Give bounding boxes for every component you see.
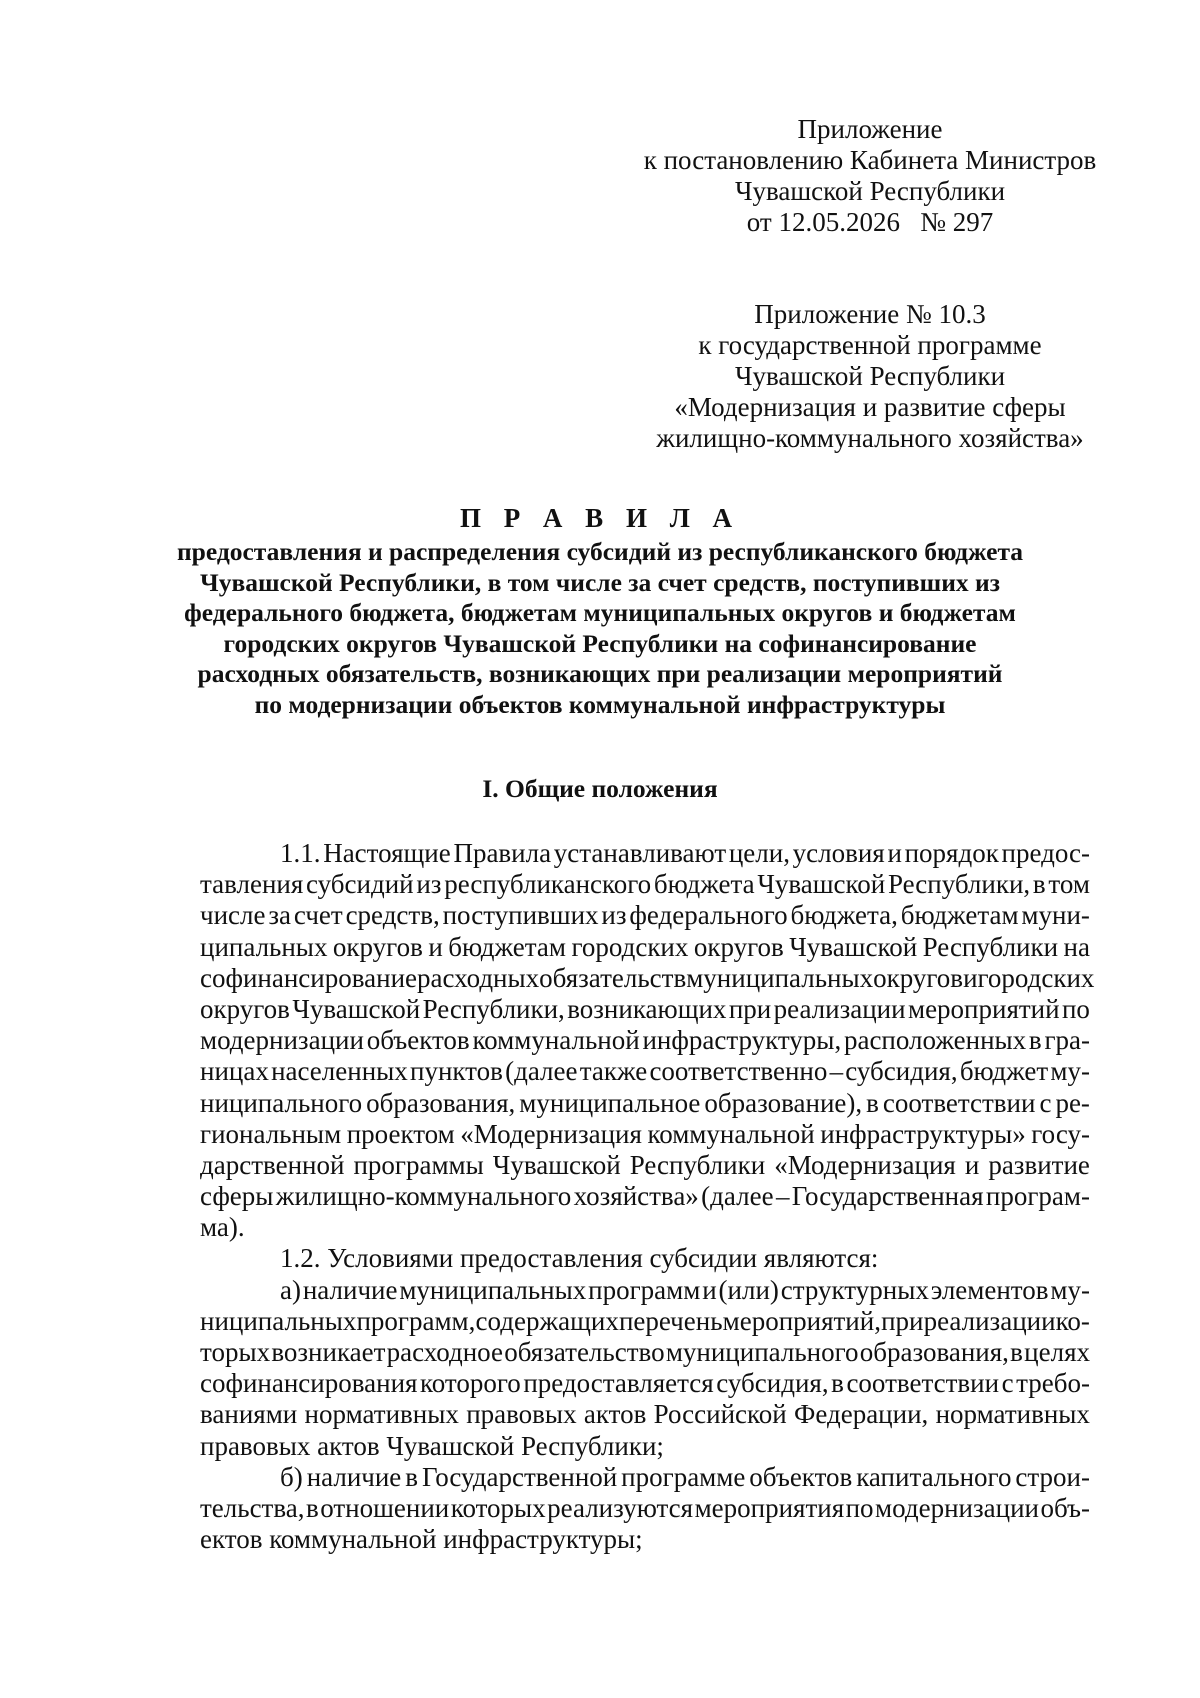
body-word: которого [420,1368,521,1399]
section-heading: I. Общие положения [482,774,718,803]
body-line [200,1119,1090,1150]
body-word: городских [571,931,689,962]
body-word: реализуются [547,1492,694,1523]
body-word: бюджетам [448,931,566,962]
body-word: в [1028,1025,1042,1056]
body-word: населенных [271,1056,408,1087]
body-line [200,1150,1090,1181]
body-text [200,838,1095,1555]
body-word: отношении [320,1492,450,1523]
body-word: тельства, [200,1492,305,1523]
body-word: объектов [749,1461,853,1492]
body-word: капитального [856,1461,1012,1492]
body-line [200,1431,1090,1462]
appendix-header-resolution [630,114,1110,238]
body-word: 1.1. [280,838,321,868]
body-line [200,1337,1090,1368]
body-word: тавления [200,869,304,900]
body-word: ваниями [200,1399,298,1430]
body-word: округов [332,931,423,962]
subtitle-line: Чувашской Республики, в том числе за счет средств, поступивших из [200,567,1000,597]
body-line [200,1306,1090,1337]
subtitle-line: по модернизации объектов коммунальной инфраструктуры [254,689,946,719]
body-word: пунктов [410,1056,503,1087]
body-word: соответственно [649,1056,828,1087]
body-word: структурных [780,1274,929,1305]
appendix-line: Чувашской Республики [734,361,1006,391]
body-word: муниципальных [399,1274,587,1305]
body-word: ниципального [200,1087,363,1118]
body-word: расходное [386,1337,503,1367]
body-word: му- [1050,1274,1090,1305]
body-word: инфраструктуры, [642,1025,842,1056]
body-word: перечень [618,1305,723,1336]
body-word: правовых [466,1399,577,1430]
body-word: и [963,962,978,993]
body-word: также [579,1056,648,1087]
body-word: при [728,993,772,1024]
body-line [200,1462,1090,1493]
body-word: округов [693,931,784,962]
body-word: ципальных [200,931,328,962]
body-word: городских [977,962,1095,993]
body-word: с [1001,1368,1014,1399]
body-word: округов [200,993,290,1024]
body-word: реализации [773,993,906,1024]
subtitle-line: городских округов Чувашской Республики на софинансирование [223,628,977,658]
body-word: коммунальной [647,1118,815,1149]
body-word: объ- [1040,1492,1090,1523]
body-word: – [775,1181,790,1212]
body-word: софинансирование [200,962,418,993]
body-word: строи- [1015,1461,1090,1492]
body-line [200,1493,1090,1524]
body-word: из [416,869,442,900]
body-word: гра- [1044,1025,1090,1056]
body-word: Чувашской [492,1149,621,1180]
body-word: в [405,1461,418,1492]
subtitle-line: расходных обязательств, возникающих при реализации мероприятий [197,659,1003,688]
body-word: муни- [1021,900,1090,931]
body-word: программы [353,1149,484,1180]
body-word: образование), [704,1087,863,1118]
body-word: Чувашской [789,931,918,962]
body-word: муниципального [665,1337,859,1367]
body-word: софинансирования [200,1368,418,1399]
body-word: в [1032,869,1046,900]
body-word: проектом [346,1118,455,1149]
body-word: модернизации [875,1492,1039,1523]
body-word: целях [1024,1337,1090,1367]
body-word: бюджет [959,1056,1049,1087]
body-line [200,1368,1090,1399]
body-word: при [881,1305,924,1336]
body-word: предоставляется [523,1368,714,1399]
body-word: му- [1050,1056,1090,1087]
body-word: расположенных [843,1025,1027,1056]
body-word: поступивших [442,900,599,931]
body-word: муниципальное [519,1087,701,1118]
appendix-header-program [630,299,1110,454]
appendix-line: Чувашской Республики [734,176,1006,206]
body-word: образования, [366,1087,516,1118]
body-word: в [1010,1337,1023,1367]
body-word: «Модернизация [774,1149,956,1180]
body-word: средств, [345,900,440,931]
appendix-line: жилищно-коммунального хозяйства» [656,423,1084,453]
body-line-text: ма). [200,1212,245,1243]
body-word: хозяйства» [573,1181,699,1212]
body-line [200,1088,1090,1119]
document-title: П Р А В И Л А [459,503,741,533]
body-word: в [831,1368,844,1399]
body-word: ницах [200,1056,269,1087]
body-word: субсидия, [845,1056,958,1087]
body-word: субсидия, [716,1368,829,1399]
body-word: и [428,931,443,962]
body-word: в [866,1087,879,1118]
body-word: Государственной [421,1461,618,1492]
body-line [200,1275,1090,1306]
body-word: дарственной [200,1149,345,1180]
body-word: Республики [629,1149,766,1180]
body-word: за [268,900,292,931]
body-word: Чувашской [757,869,886,900]
body-word: элементов [930,1274,1049,1305]
body-word: (или) [718,1274,779,1305]
body-word: модернизации [200,1025,364,1056]
body-word: Федерации, [794,1399,929,1430]
body-word: ниципальных [200,1305,357,1336]
body-word: условия [792,838,885,868]
body-word: Республики [922,931,1059,962]
body-word: бюджетам [900,900,1019,931]
body-word: (далее [701,1181,774,1212]
body-word: коммунальной [472,1025,640,1056]
body-line [200,932,1090,963]
appendix-line: к постановлению Кабинета Министров [643,145,1097,175]
body-line [200,1524,1090,1555]
body-word: цели, [728,838,790,868]
body-word: счет [293,900,343,931]
body-word: реализации [923,1305,1056,1336]
body-line [200,869,1090,900]
body-line-text: ектов коммунальной инфраструктуры; [200,1524,643,1555]
body-word: мероприятий [907,993,1060,1024]
body-word: соответствии [882,1087,1036,1118]
body-word: наличие [306,1461,402,1492]
body-line [200,1056,1090,1087]
body-line [200,1243,1090,1274]
body-word: сферы [200,1181,274,1212]
body-line [200,900,1090,931]
body-line [200,1025,1090,1056]
body-word: на [1063,931,1090,962]
body-word: по [845,1492,874,1523]
body-word: требо- [1016,1368,1090,1399]
body-line [200,1181,1090,1212]
body-word: Государственная [791,1181,984,1212]
document-subtitle [170,537,1030,720]
body-word: Республики, [422,993,565,1024]
body-word: по [1061,993,1090,1024]
appendix-line: Приложение № 10.3 [754,299,986,329]
body-word: Республики, [887,869,1031,900]
body-word: содержащих [475,1305,619,1336]
body-word: «Модернизация [460,1118,642,1149]
body-word: и [887,838,902,868]
body-line [200,962,1095,994]
appendix-line: «Модернизация и развитие сферы [674,392,1066,422]
body-line [200,838,1090,869]
body-word: наличие [302,1274,398,1305]
body-word: программ, [356,1305,476,1336]
body-word: бюджета, [790,900,898,931]
body-word: торых [200,1337,271,1367]
body-word: Настоящие [323,838,451,868]
body-word: Российской [653,1399,787,1430]
body-word: предос- [1001,838,1090,868]
appendix-line: Приложение [797,114,943,144]
appendix-line: к государственной программе [698,330,1042,360]
body-word: программ [588,1274,701,1305]
body-word: том [1048,869,1090,900]
body-word: возникает [271,1337,386,1367]
body-word: порядок [904,838,999,868]
body-word: устанавливают [553,838,727,868]
body-word: объектов [366,1025,470,1056]
body-word: обязательство [504,1337,665,1367]
body-word: с [1039,1087,1052,1118]
body-word: из [601,900,627,931]
body-word: Чувашской [292,993,421,1024]
body-line [200,994,1090,1025]
body-word: федерального [629,900,788,931]
body-word: мероприятий, [722,1305,881,1336]
body-word: обязательств [539,962,687,993]
body-word: жилищно-коммунального [275,1181,572,1212]
body-word: – [829,1056,844,1087]
body-word: в [305,1492,319,1523]
body-word: и [702,1274,717,1305]
body-word: числе [200,900,266,931]
body-word: нормативных [304,1399,459,1430]
body-word: республиканского [444,869,652,900]
body-word: ко- [1055,1305,1090,1336]
body-word: образования, [859,1337,1009,1367]
body-word: б) [280,1461,303,1492]
appendix-line: от 12.05.2026 № 297 [746,207,994,237]
body-word: и [964,1149,980,1180]
body-word: которых [450,1492,546,1523]
body-word: нормативных [935,1399,1090,1430]
body-word: бюджета [653,869,755,900]
body-line [200,1399,1090,1430]
body-word: (далее [505,1056,578,1087]
subtitle-line: предоставления и распределения субсидий из республиканского бюджета [176,537,1024,566]
body-word: госу- [1031,1118,1090,1149]
subtitle-line: федерального бюджета, бюджетам муниципальных округов и бюджетам [184,598,1016,627]
body-word: развитие [988,1149,1090,1180]
body-line [200,1212,1090,1243]
body-line-text: правовых актов Чувашской Республики; [200,1430,664,1461]
body-word: муниципальных [686,962,874,993]
body-word: возникающих [567,993,727,1024]
body-word: субсидий [306,869,414,900]
body-word: програм- [985,1181,1090,1212]
body-word: а) [280,1274,301,1305]
body-word: округов [873,962,964,993]
body-word: ре- [1055,1087,1090,1118]
body-word: инфраструктуры» [820,1118,1026,1149]
body-word: расходных [417,962,540,993]
body-word: соответствии [846,1368,1000,1399]
body-word: Правила [453,838,552,868]
body-word: программе [621,1461,746,1492]
body-word: гиональным [200,1118,342,1149]
body-word: мероприятия [694,1492,845,1523]
body-word: актов [583,1399,647,1430]
body-line-text: 1.2. Условиями предоставления субсидии являются: [280,1243,879,1274]
